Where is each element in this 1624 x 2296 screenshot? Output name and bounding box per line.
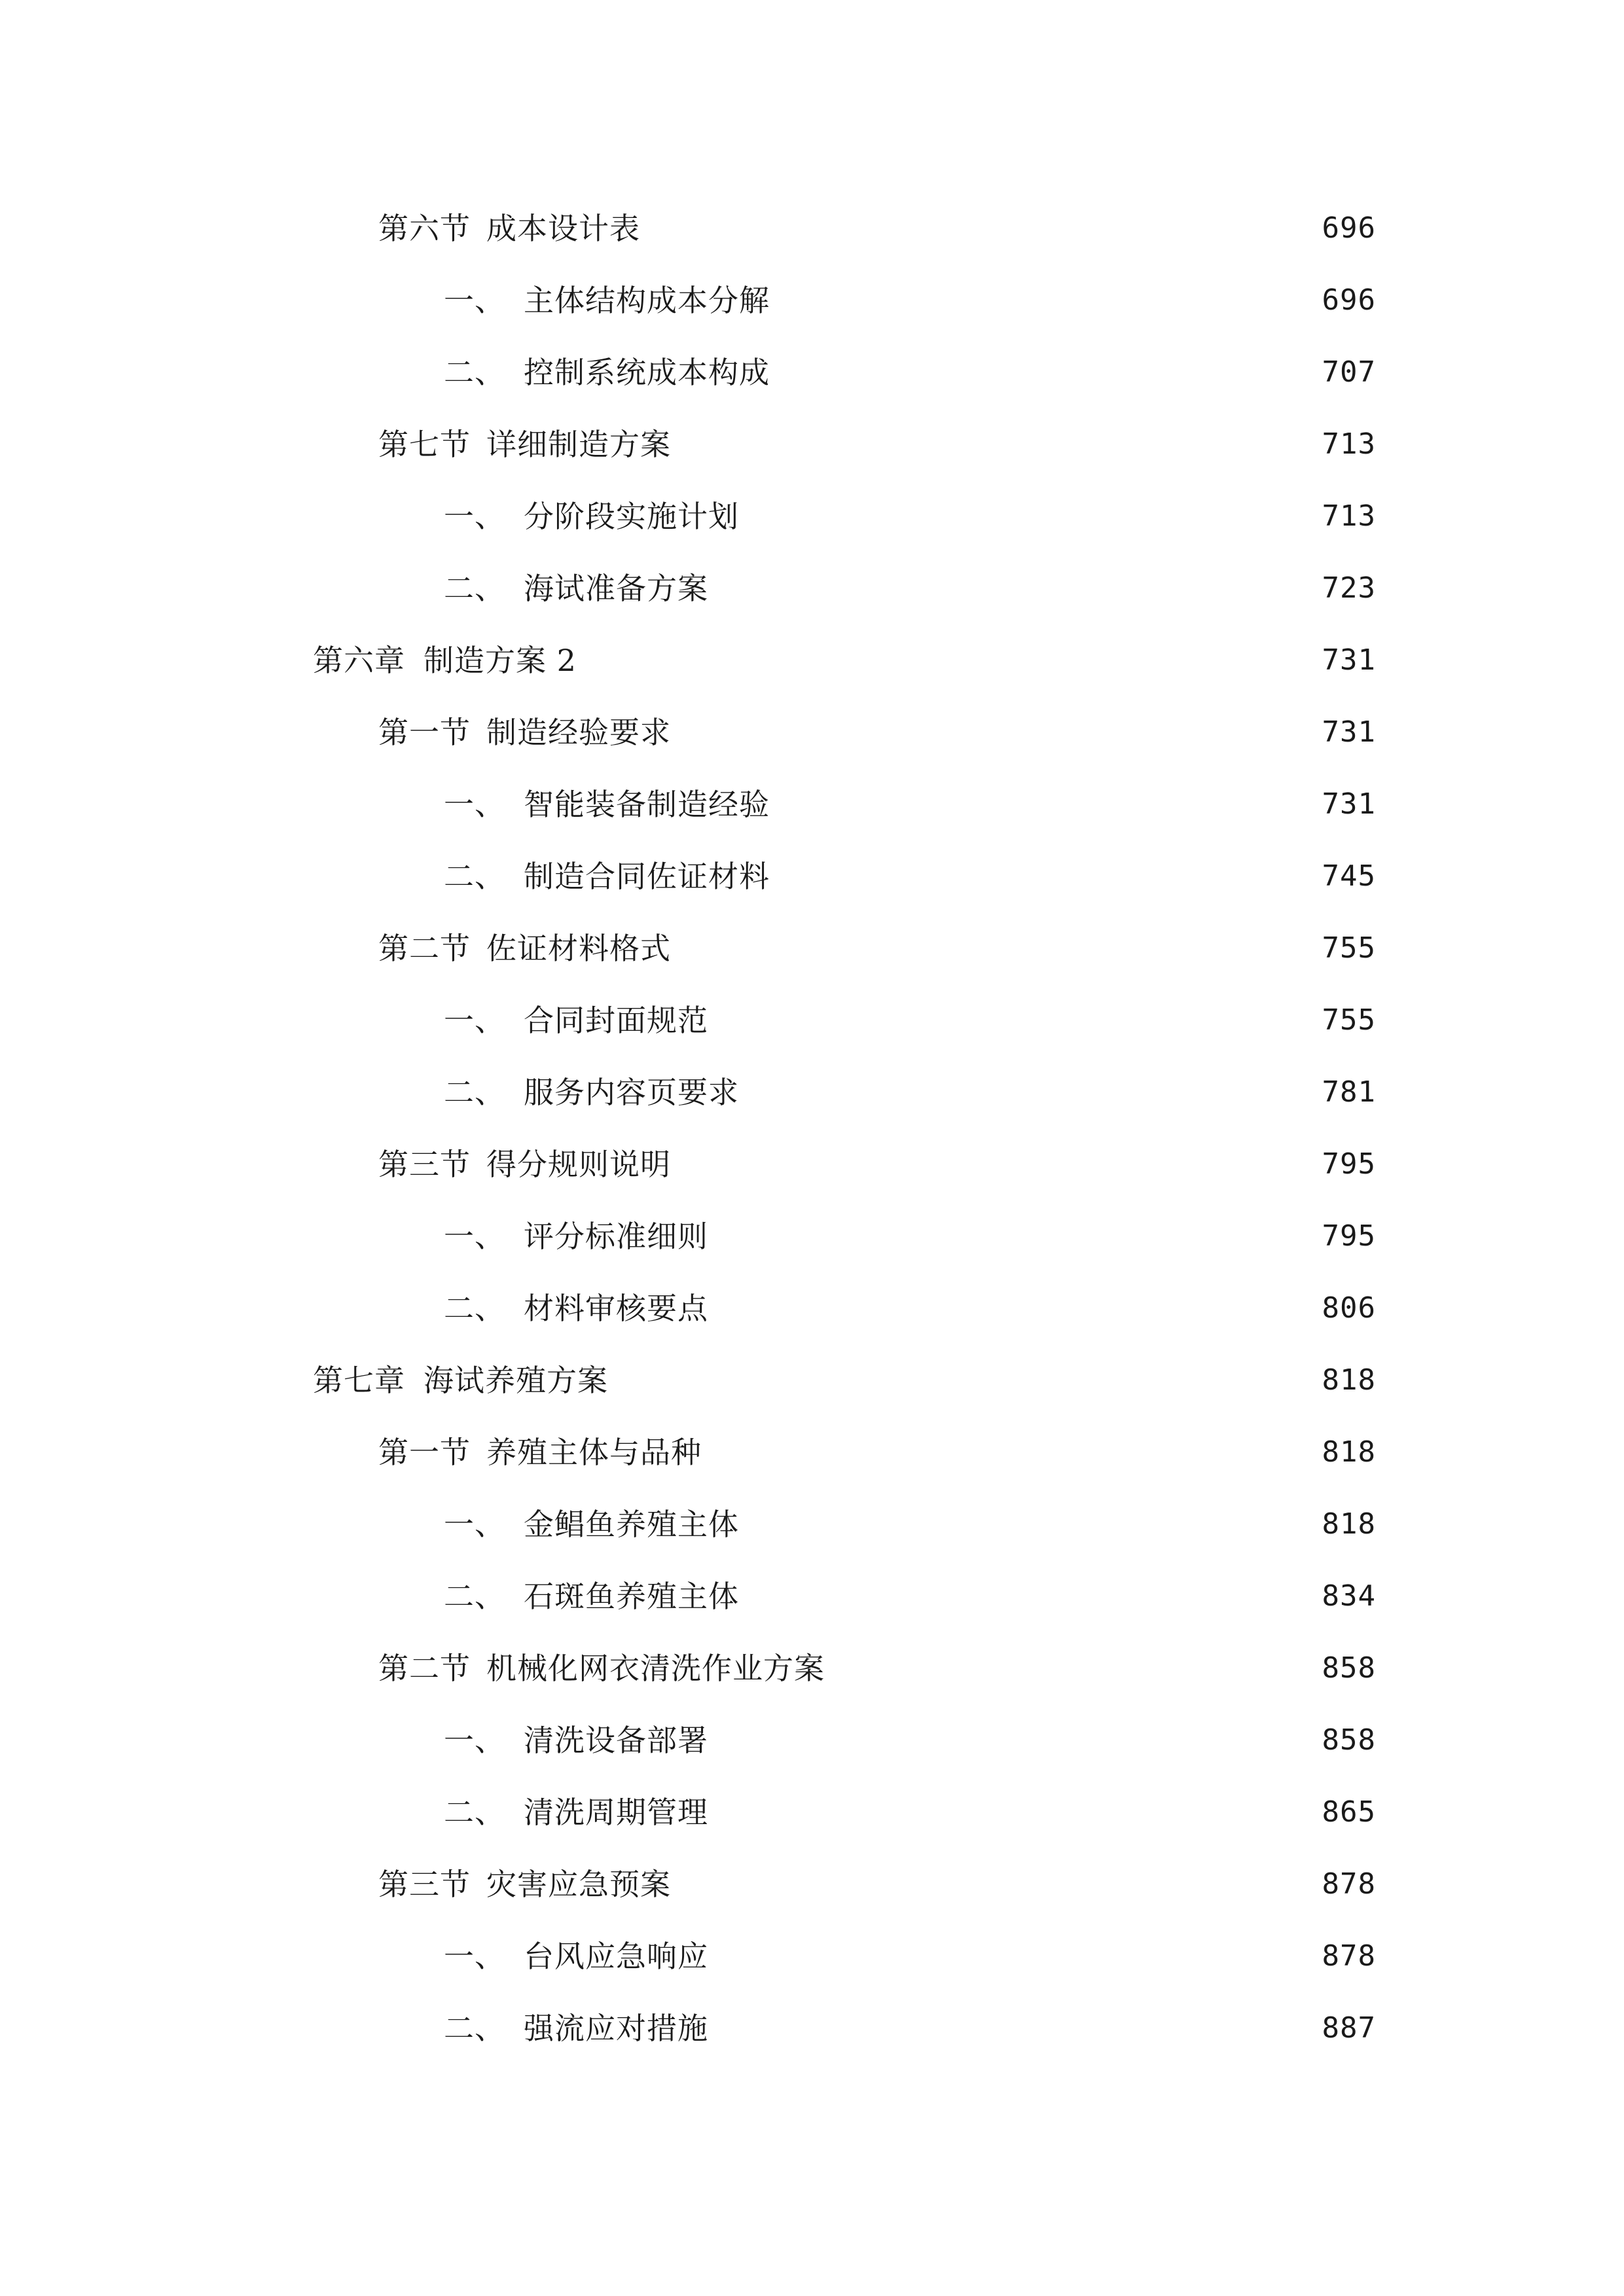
toc-entry-subsection[interactable] bbox=[444, 994, 1376, 1047]
entry-label: 一、 bbox=[444, 1219, 505, 1254]
entry-title: 成本设计表 bbox=[486, 211, 640, 246]
entry-label: 一、 bbox=[444, 1939, 505, 1974]
toc-entry-chapter[interactable] bbox=[313, 634, 1376, 687]
entry-label: 第一节 bbox=[378, 1435, 471, 1470]
dot-leader bbox=[775, 850, 1314, 903]
toc-entry-subsection[interactable] bbox=[444, 1930, 1376, 1982]
entry-title: 主体结构成本分解 bbox=[524, 283, 770, 318]
entry-title: 台风应急响应 bbox=[524, 1939, 708, 1974]
toc-entry-subsection[interactable] bbox=[444, 562, 1376, 615]
entry-title: 清洗设备部署 bbox=[524, 1723, 708, 1758]
toc-entry-section[interactable] bbox=[378, 922, 1376, 975]
entry-label: 二、 bbox=[444, 1579, 505, 1614]
entry-title: 制造经验要求 bbox=[486, 715, 671, 750]
entry-label: 第一节 bbox=[378, 715, 471, 750]
dot-leader bbox=[775, 346, 1314, 399]
entry-title: 分阶段实施计划 bbox=[524, 499, 739, 534]
entry-label: 一、 bbox=[444, 1723, 505, 1758]
toc-entry-subsection[interactable] bbox=[444, 1066, 1376, 1119]
toc-entry-section[interactable] bbox=[378, 1426, 1376, 1479]
entry-page-number: 865 bbox=[1322, 1795, 1376, 1829]
entry-page-number: 713 bbox=[1322, 427, 1376, 461]
entry-label: 第七章 bbox=[313, 1363, 405, 1398]
entry-page-number: 795 bbox=[1322, 1147, 1376, 1181]
entry-title: 金鲳鱼养殖主体 bbox=[524, 1507, 739, 1542]
entry-title: 服务内容页要求 bbox=[524, 1075, 739, 1110]
dot-leader bbox=[613, 1354, 1314, 1407]
entry-page-number: 745 bbox=[1322, 859, 1376, 893]
toc-entry-section[interactable] bbox=[378, 1642, 1376, 1695]
entry-page-number: 887 bbox=[1322, 2011, 1376, 2045]
dot-leader bbox=[713, 1930, 1314, 1982]
entry-label: 第二节 bbox=[378, 1651, 471, 1686]
entry-page-number: 795 bbox=[1322, 1219, 1376, 1253]
toc-entry-subsection[interactable] bbox=[444, 274, 1376, 327]
entry-page-number: 806 bbox=[1322, 1291, 1376, 1325]
toc-entry-section[interactable] bbox=[378, 1138, 1376, 1191]
entry-label: 二、 bbox=[444, 2011, 505, 2046]
entry-title: 佐证材料格式 bbox=[486, 931, 671, 966]
dot-leader bbox=[744, 490, 1314, 543]
entry-label: 二、 bbox=[444, 1795, 505, 1830]
toc-entry-chapter[interactable] bbox=[313, 1354, 1376, 1407]
toc-entry-subsection[interactable] bbox=[444, 490, 1376, 543]
entry-title: 强流应对措施 bbox=[524, 2011, 708, 2046]
entry-label: 二、 bbox=[444, 571, 505, 606]
entry-label: 第三节 bbox=[378, 1867, 471, 1902]
dot-leader bbox=[830, 1642, 1314, 1695]
entry-label: 二、 bbox=[444, 355, 505, 390]
dot-leader bbox=[713, 1786, 1314, 1839]
entry-label: 第二节 bbox=[378, 931, 471, 966]
entry-label: 第三节 bbox=[378, 1147, 471, 1182]
entry-page-number: 696 bbox=[1322, 283, 1376, 317]
toc-entry-subsection[interactable] bbox=[444, 346, 1376, 399]
entry-label: 二、 bbox=[444, 859, 505, 894]
entry-title: 控制系统成本构成 bbox=[524, 355, 770, 390]
dot-leader bbox=[676, 1138, 1314, 1191]
dot-leader bbox=[707, 1426, 1314, 1479]
entry-label: 第六章 bbox=[313, 643, 405, 678]
entry-page-number: 696 bbox=[1322, 211, 1376, 245]
entry-page-number: 755 bbox=[1322, 1003, 1376, 1037]
dot-leader bbox=[645, 202, 1314, 255]
entry-page-number: 818 bbox=[1322, 1435, 1376, 1469]
entry-title: 制造方案 2 bbox=[424, 643, 577, 678]
entry-page-number: 713 bbox=[1322, 499, 1376, 533]
entry-page-number: 834 bbox=[1322, 1579, 1376, 1613]
entry-title: 石斑鱼养殖主体 bbox=[524, 1579, 739, 1614]
dot-leader bbox=[676, 418, 1314, 471]
entry-title: 制造合同佐证材料 bbox=[524, 859, 770, 894]
entry-title: 清洗周期管理 bbox=[524, 1795, 708, 1830]
dot-leader bbox=[582, 634, 1314, 687]
dot-leader bbox=[744, 1066, 1314, 1119]
entry-label: 一、 bbox=[444, 1507, 505, 1542]
dot-leader bbox=[676, 1858, 1314, 1910]
entry-label: 一、 bbox=[444, 1003, 505, 1038]
toc-entry-section[interactable] bbox=[378, 1858, 1376, 1910]
dot-leader bbox=[713, 2002, 1314, 2054]
entry-title: 海试准备方案 bbox=[524, 571, 708, 606]
entry-page-number: 723 bbox=[1322, 571, 1376, 605]
entry-page-number: 878 bbox=[1322, 1867, 1376, 1901]
entry-title: 灾害应急预案 bbox=[486, 1867, 671, 1902]
toc-entry-subsection[interactable] bbox=[444, 1498, 1376, 1551]
entry-page-number: 707 bbox=[1322, 355, 1376, 389]
toc-entry-subsection[interactable] bbox=[444, 2002, 1376, 2054]
entry-label: 一、 bbox=[444, 499, 505, 534]
dot-leader bbox=[713, 1210, 1314, 1263]
entry-label: 一、 bbox=[444, 787, 505, 822]
dot-leader bbox=[713, 1282, 1314, 1335]
dot-leader bbox=[744, 1498, 1314, 1551]
entry-page-number: 878 bbox=[1322, 1939, 1376, 1973]
entry-title: 评分标准细则 bbox=[524, 1219, 708, 1254]
entry-page-number: 731 bbox=[1322, 715, 1376, 749]
toc-entry-section[interactable] bbox=[378, 418, 1376, 471]
entry-page-number: 858 bbox=[1322, 1651, 1376, 1685]
entry-label: 第六节 bbox=[378, 211, 471, 246]
entry-label: 二、 bbox=[444, 1291, 505, 1326]
dot-leader bbox=[676, 922, 1314, 975]
dot-leader bbox=[744, 1570, 1314, 1623]
toc-entry-subsection[interactable] bbox=[444, 1282, 1376, 1335]
entry-page-number: 818 bbox=[1322, 1507, 1376, 1541]
toc-entry-section[interactable] bbox=[378, 202, 1376, 255]
dot-leader bbox=[713, 1714, 1314, 1767]
toc-entry-subsection[interactable] bbox=[444, 1786, 1376, 1839]
dot-leader bbox=[713, 994, 1314, 1047]
toc-entry-section[interactable] bbox=[378, 706, 1376, 759]
dot-leader bbox=[676, 706, 1314, 759]
toc-entry-subsection[interactable] bbox=[444, 850, 1376, 903]
dot-leader bbox=[713, 562, 1314, 615]
entry-label: 一、 bbox=[444, 283, 505, 318]
entry-page-number: 818 bbox=[1322, 1363, 1376, 1397]
entry-page-number: 731 bbox=[1322, 787, 1376, 821]
entry-page-number: 731 bbox=[1322, 643, 1376, 677]
entry-title: 合同封面规范 bbox=[524, 1003, 708, 1038]
entry-title: 得分规则说明 bbox=[486, 1147, 671, 1182]
toc-entry-subsection[interactable] bbox=[444, 1714, 1376, 1767]
entry-page-number: 781 bbox=[1322, 1075, 1376, 1109]
dot-leader bbox=[775, 274, 1314, 327]
entry-title: 机械化网衣清洗作业方案 bbox=[486, 1651, 825, 1686]
entry-page-number: 858 bbox=[1322, 1723, 1376, 1757]
entry-title: 养殖主体与品种 bbox=[486, 1435, 702, 1470]
dot-leader bbox=[775, 778, 1314, 831]
entry-title: 详细制造方案 bbox=[486, 427, 671, 462]
toc-entry-subsection[interactable] bbox=[444, 778, 1376, 831]
entry-title: 海试养殖方案 bbox=[424, 1363, 608, 1398]
entry-label: 二、 bbox=[444, 1075, 505, 1110]
toc-entry-subsection[interactable] bbox=[444, 1570, 1376, 1623]
entry-label: 第七节 bbox=[378, 427, 471, 462]
entry-title: 智能装备制造经验 bbox=[524, 787, 770, 822]
toc-entry-subsection[interactable] bbox=[444, 1210, 1376, 1263]
entry-page-number: 755 bbox=[1322, 931, 1376, 965]
entry-title: 材料审核要点 bbox=[524, 1291, 708, 1326]
